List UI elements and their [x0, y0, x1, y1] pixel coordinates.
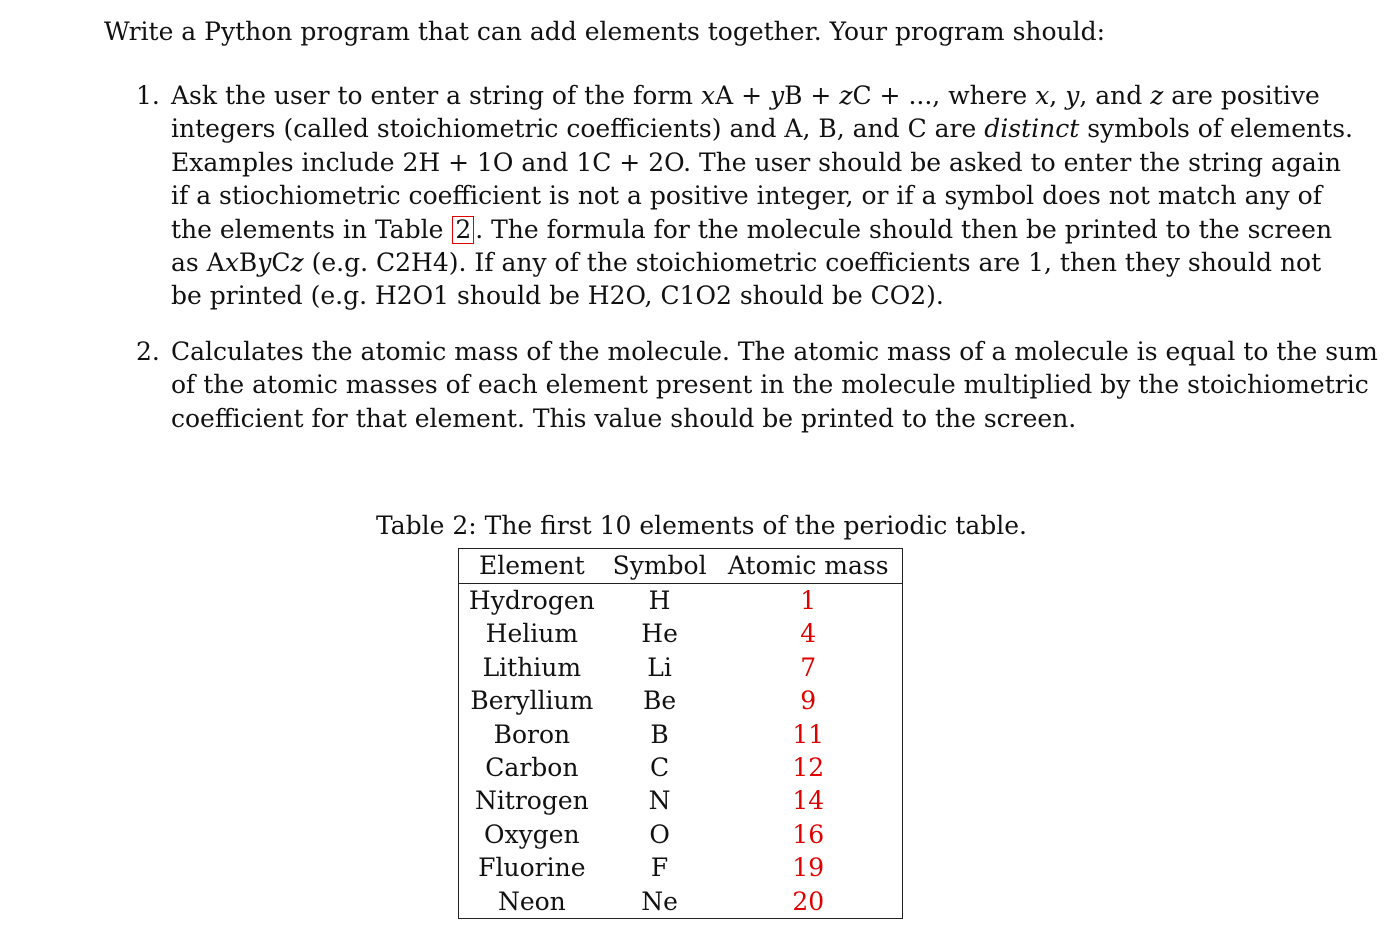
- cell-symbol: N: [648, 786, 671, 816]
- math-variable: z: [290, 248, 304, 278]
- paragraph-line: [171, 335, 1378, 368]
- header-element: Element: [459, 549, 605, 584]
- text-run: as A: [171, 248, 225, 278]
- paragraph-line: [171, 213, 1333, 246]
- cell-atomic-mass: 9: [800, 686, 817, 716]
- paragraph-line: [171, 368, 1369, 401]
- cell-symbol: F: [650, 853, 669, 883]
- cell-atomic-mass: 12: [792, 753, 825, 783]
- table-row: [459, 818, 902, 851]
- text-run: ,: [1049, 81, 1066, 110]
- paragraph-line: [171, 246, 1322, 279]
- periodic-table: [458, 548, 903, 919]
- paragraph-line: [171, 179, 1322, 212]
- cell-element: Carbon: [485, 753, 579, 783]
- cell-element: Beryllium: [470, 686, 594, 716]
- text-run: Examples include 2H + 1O and 1C + 2O. The user should be asked to enter the string again: [171, 147, 1341, 177]
- table-row: [459, 651, 902, 684]
- text-run: C + ..., where: [852, 81, 1036, 110]
- text-run: B: [238, 248, 258, 278]
- math-variable: y: [1065, 81, 1080, 110]
- text-run: symbols of elements.: [1079, 114, 1353, 144]
- text-run: be printed (e.g. H2O1 should be H2O, C1O2 should be CO2).: [171, 281, 944, 311]
- list-item-2: [136, 335, 1378, 435]
- text-run: if a stiochiometric coefficient is not a positive integer, or if a symbol does not match any of: [171, 181, 1322, 211]
- list-item-number: 1.: [136, 81, 160, 110]
- cell-element: Nitrogen: [474, 786, 589, 816]
- cell-element: Oxygen: [484, 819, 580, 849]
- paragraph-line: [171, 146, 1341, 179]
- text-run: Calculates the atomic mass of the molecule. The atomic mass of a molecule is equal to the sum: [171, 337, 1378, 366]
- paragraph-line: [171, 112, 1353, 145]
- text-run: (e.g. C2H4). If any of the stoichiometric coefficients are 1, then they should not: [303, 248, 1322, 278]
- math-variable: x: [700, 81, 716, 110]
- cell-element: Hydrogen: [468, 586, 595, 615]
- cell-atomic-mass: 19: [792, 853, 825, 883]
- table-row: [459, 684, 902, 717]
- cell-element: Neon: [497, 886, 566, 916]
- table-row: [459, 851, 902, 884]
- cell-symbol: B: [650, 719, 669, 749]
- text-run: of the atomic masses of each element present in the molecule multiplied by the stoichiometric: [171, 370, 1369, 400]
- header-atomic-mass: Atomic mass: [714, 549, 902, 584]
- text-run: . The formula for the molecule should then be printed to the screen: [475, 214, 1333, 244]
- cell-symbol: Li: [647, 652, 672, 682]
- cell-symbol: C: [650, 753, 670, 783]
- cell-symbol: Be: [643, 686, 677, 716]
- text-run: coefficient for that element. This value should be printed to the screen.: [171, 403, 1077, 433]
- text-run: are positive: [1163, 81, 1320, 110]
- paragraph-line: [171, 79, 1320, 112]
- cell-symbol: O: [649, 819, 670, 849]
- paragraph-line: [171, 279, 1260, 312]
- text-run: integers (called stoichiometric coefficients) and A, B, and C are: [171, 114, 985, 144]
- table-row: [459, 885, 902, 918]
- math-variable: z: [839, 81, 853, 110]
- text-run: B +: [784, 81, 840, 110]
- table-row: [459, 584, 902, 618]
- paragraph-line: [171, 402, 1260, 435]
- header-symbol: Symbol: [605, 549, 715, 584]
- cell-symbol: H: [648, 586, 671, 615]
- cell-atomic-mass: 4: [800, 619, 817, 649]
- cell-element: Lithium: [482, 652, 582, 682]
- cell-symbol: He: [641, 619, 678, 649]
- math-variable: y: [257, 248, 272, 278]
- table-header-row: [459, 549, 902, 584]
- list-item-body: [171, 335, 1378, 435]
- table-caption: Table 2: The first 10 elements of the periodic table.: [376, 511, 1027, 540]
- intro-text: Write a Python program that can add elements together. Your program should:: [104, 17, 1106, 46]
- cell-atomic-mass: 20: [792, 886, 825, 916]
- text-run: , and: [1079, 81, 1151, 110]
- cell-atomic-mass: 1: [800, 586, 817, 615]
- table-row: [459, 784, 902, 817]
- text-run: the elements in Table: [171, 214, 452, 244]
- text-run: C: [271, 248, 291, 278]
- list-item-number: 2.: [136, 337, 160, 366]
- cell-element: Fluorine: [478, 853, 586, 883]
- math-variable: z: [1150, 81, 1164, 110]
- table-row: [459, 751, 902, 784]
- cell-symbol: Ne: [641, 886, 678, 916]
- math-variable: x: [1035, 81, 1050, 110]
- table-row: [459, 617, 902, 650]
- table-reference-link[interactable]: 2: [452, 216, 474, 244]
- table-row: [459, 718, 902, 751]
- text-run: Ask the user to enter a string of the form: [171, 81, 701, 110]
- list-item-1: [136, 79, 1353, 313]
- math-variable: x: [224, 248, 239, 278]
- cell-element: Helium: [485, 619, 579, 649]
- text-run: A +: [715, 81, 770, 110]
- cell-atomic-mass: 11: [792, 719, 825, 749]
- math-variable: y: [769, 81, 785, 110]
- cell-atomic-mass: 16: [792, 819, 825, 849]
- cell-atomic-mass: 7: [800, 652, 817, 682]
- math-variable: distinct: [984, 114, 1080, 144]
- cell-element: Boron: [493, 719, 571, 749]
- list-item-body: [171, 79, 1353, 313]
- cell-atomic-mass: 14: [792, 786, 825, 816]
